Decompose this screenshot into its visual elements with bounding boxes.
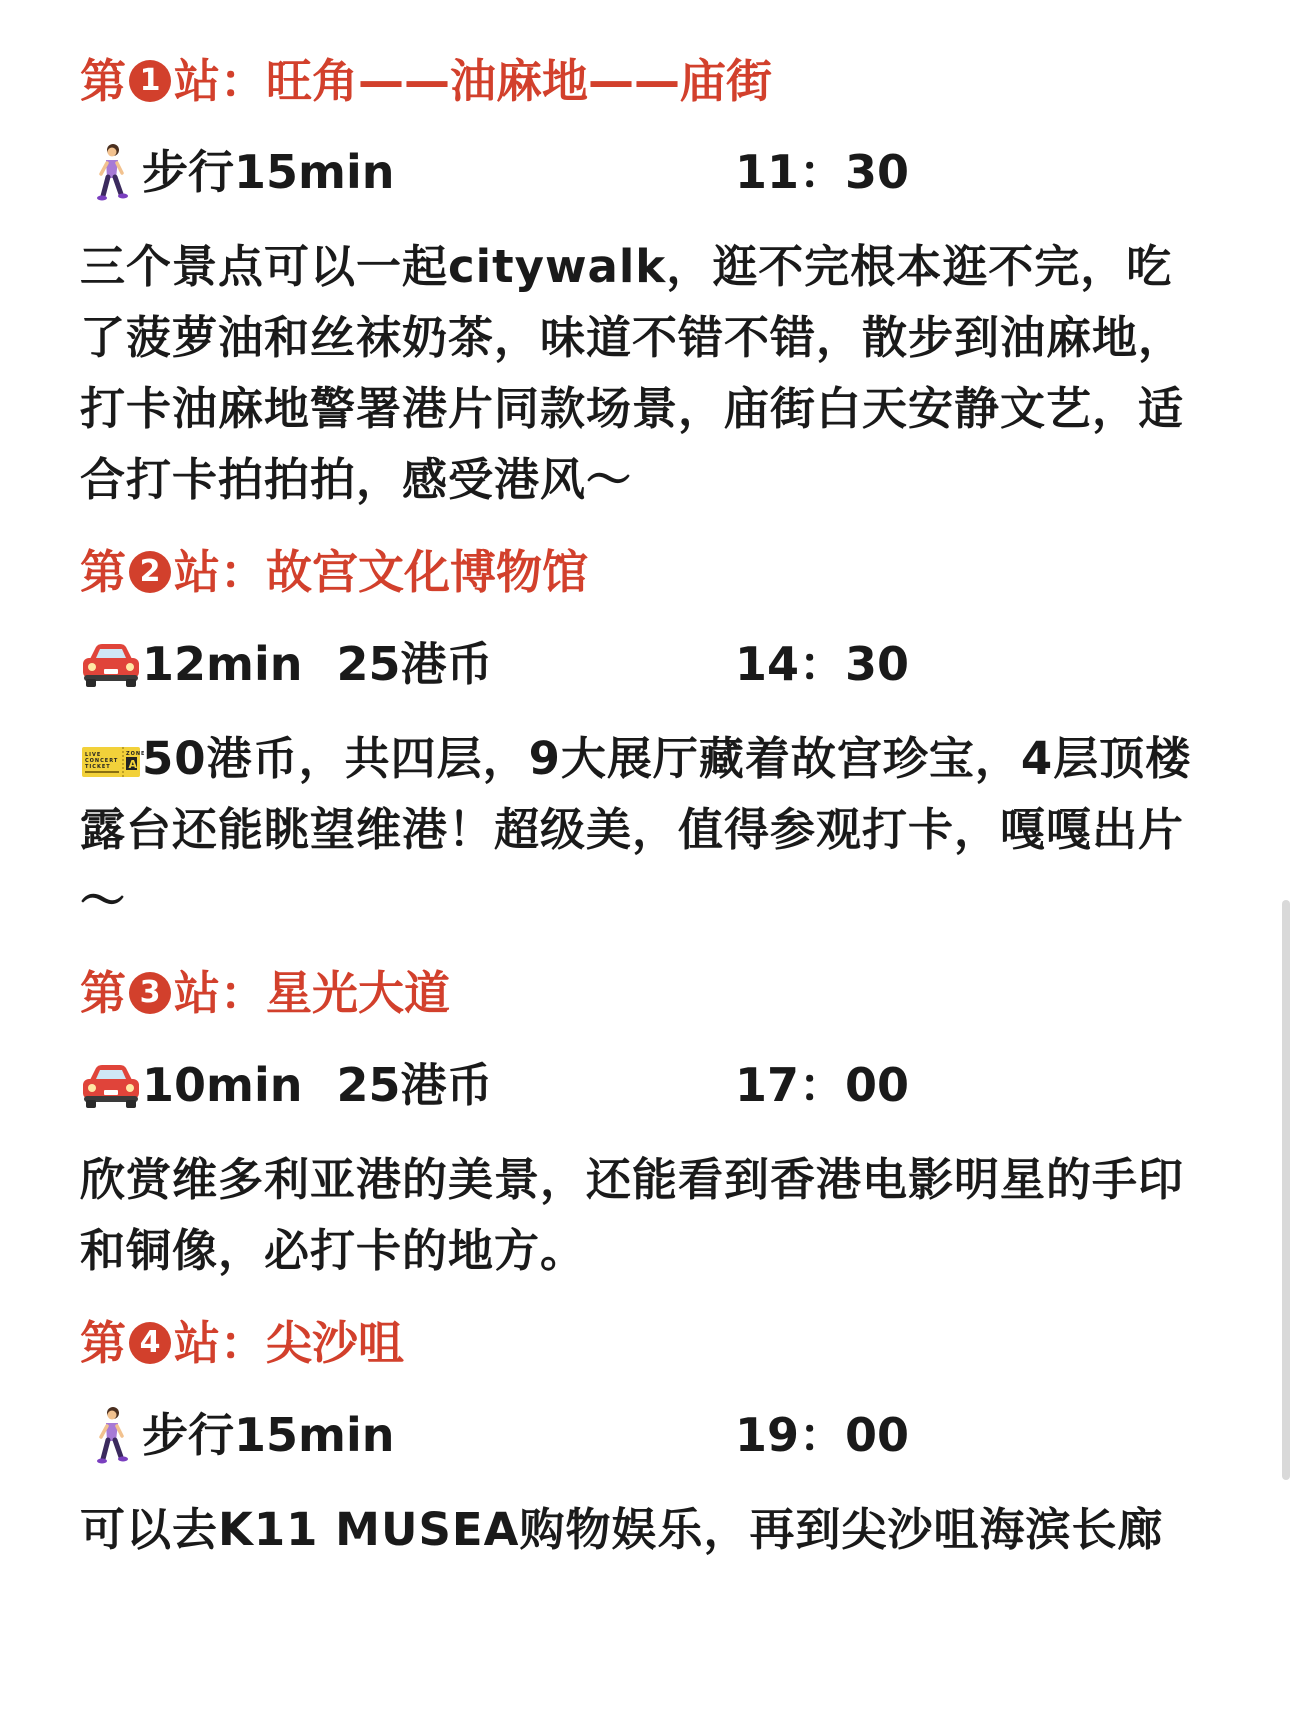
ticket-zone-letter: A bbox=[128, 758, 139, 771]
stop-3-price: 25港币 bbox=[336, 1058, 493, 1112]
scrollbar[interactable] bbox=[1282, 900, 1290, 1480]
stop-4-number-badge: 4 bbox=[129, 1322, 171, 1364]
walking-person-icon bbox=[80, 1404, 142, 1466]
stop-2-time: 14：30 bbox=[735, 637, 910, 691]
ticket-icon bbox=[80, 739, 146, 785]
stop-3-time: 17：00 bbox=[735, 1058, 910, 1112]
stop-2-meta bbox=[80, 631, 1210, 697]
stop-4-title bbox=[80, 1310, 1210, 1376]
stop-2-description bbox=[80, 723, 1210, 936]
stop-1-transport-text: 步行15min bbox=[142, 145, 395, 199]
stop-3-number-badge: 3 bbox=[129, 972, 171, 1014]
stop-3-prefix: 第 bbox=[80, 966, 126, 1020]
ticket-line-1: LIVE bbox=[85, 752, 102, 758]
stop-1-transport bbox=[80, 139, 394, 205]
stop-1-meta bbox=[80, 139, 1210, 205]
walking-person-icon bbox=[80, 141, 142, 203]
stop-1-title bbox=[80, 48, 1210, 114]
stop-2-transport bbox=[80, 631, 492, 697]
car-icon bbox=[80, 633, 142, 695]
stop-3-meta bbox=[80, 1052, 1210, 1118]
stop-1-number-badge: 1 bbox=[129, 60, 171, 102]
stop-4-description: 可以去K11 MUSEA购物娱乐，再到尖沙咀海滨长廊 bbox=[80, 1503, 1164, 1556]
stop-3-transport-text: 10min bbox=[142, 1058, 303, 1112]
stop-2-description-text: 50港币，共四层，9大展厅藏着故宫珍宝，4层顶楼露台还能眺望维港！超级美，值得参观打卡，嘎嘎出片～ bbox=[80, 732, 1192, 927]
car-icon bbox=[80, 1054, 142, 1116]
stop-4-time: 19：00 bbox=[735, 1408, 910, 1462]
stop-2-number-badge: 2 bbox=[129, 551, 171, 593]
ticket-line-2: CONCERT bbox=[85, 758, 119, 764]
stop-2-suffix: 站：故宫文化博物馆 bbox=[174, 545, 588, 599]
stop-4-transport bbox=[80, 1402, 394, 1468]
stop-4-suffix: 站：尖沙咀 bbox=[174, 1316, 404, 1370]
stop-2-transport-text: 12min bbox=[142, 637, 303, 691]
stop-3-title bbox=[80, 960, 1210, 1026]
stop-4-prefix: 第 bbox=[80, 1316, 126, 1370]
stop-1-suffix: 站：旺角——油麻地——庙街 bbox=[174, 54, 772, 108]
stop-1-time: 11：30 bbox=[735, 145, 910, 199]
stop-1-description: 三个景点可以一起citywalk，逛不完根本逛不完，吃了菠萝油和丝袜奶茶，味道不错不错，散步到油麻地，打卡油麻地警署港片同款场景，庙街白天安静文艺，适合打卡拍拍拍，感受港风～ bbox=[80, 240, 1185, 506]
stop-4-transport-text: 步行15min bbox=[142, 1408, 395, 1462]
stop-2-price: 25港币 bbox=[336, 637, 493, 691]
stop-2-title bbox=[80, 539, 1210, 605]
itinerary bbox=[80, 48, 1210, 1565]
stop-4-meta bbox=[80, 1402, 1210, 1468]
ticket-zone-label: ZONE bbox=[126, 751, 146, 757]
stop-2-prefix: 第 bbox=[80, 545, 126, 599]
ticket-line-3: TICKET bbox=[85, 764, 111, 770]
stop-3-description: 欣赏维多利亚港的美景，还能看到香港电影明星的手印和铜像，必打卡的地方。 bbox=[80, 1153, 1185, 1277]
stop-1-prefix: 第 bbox=[80, 54, 126, 108]
stop-3-suffix: 站：星光大道 bbox=[174, 966, 450, 1020]
stop-3-transport bbox=[80, 1052, 492, 1118]
